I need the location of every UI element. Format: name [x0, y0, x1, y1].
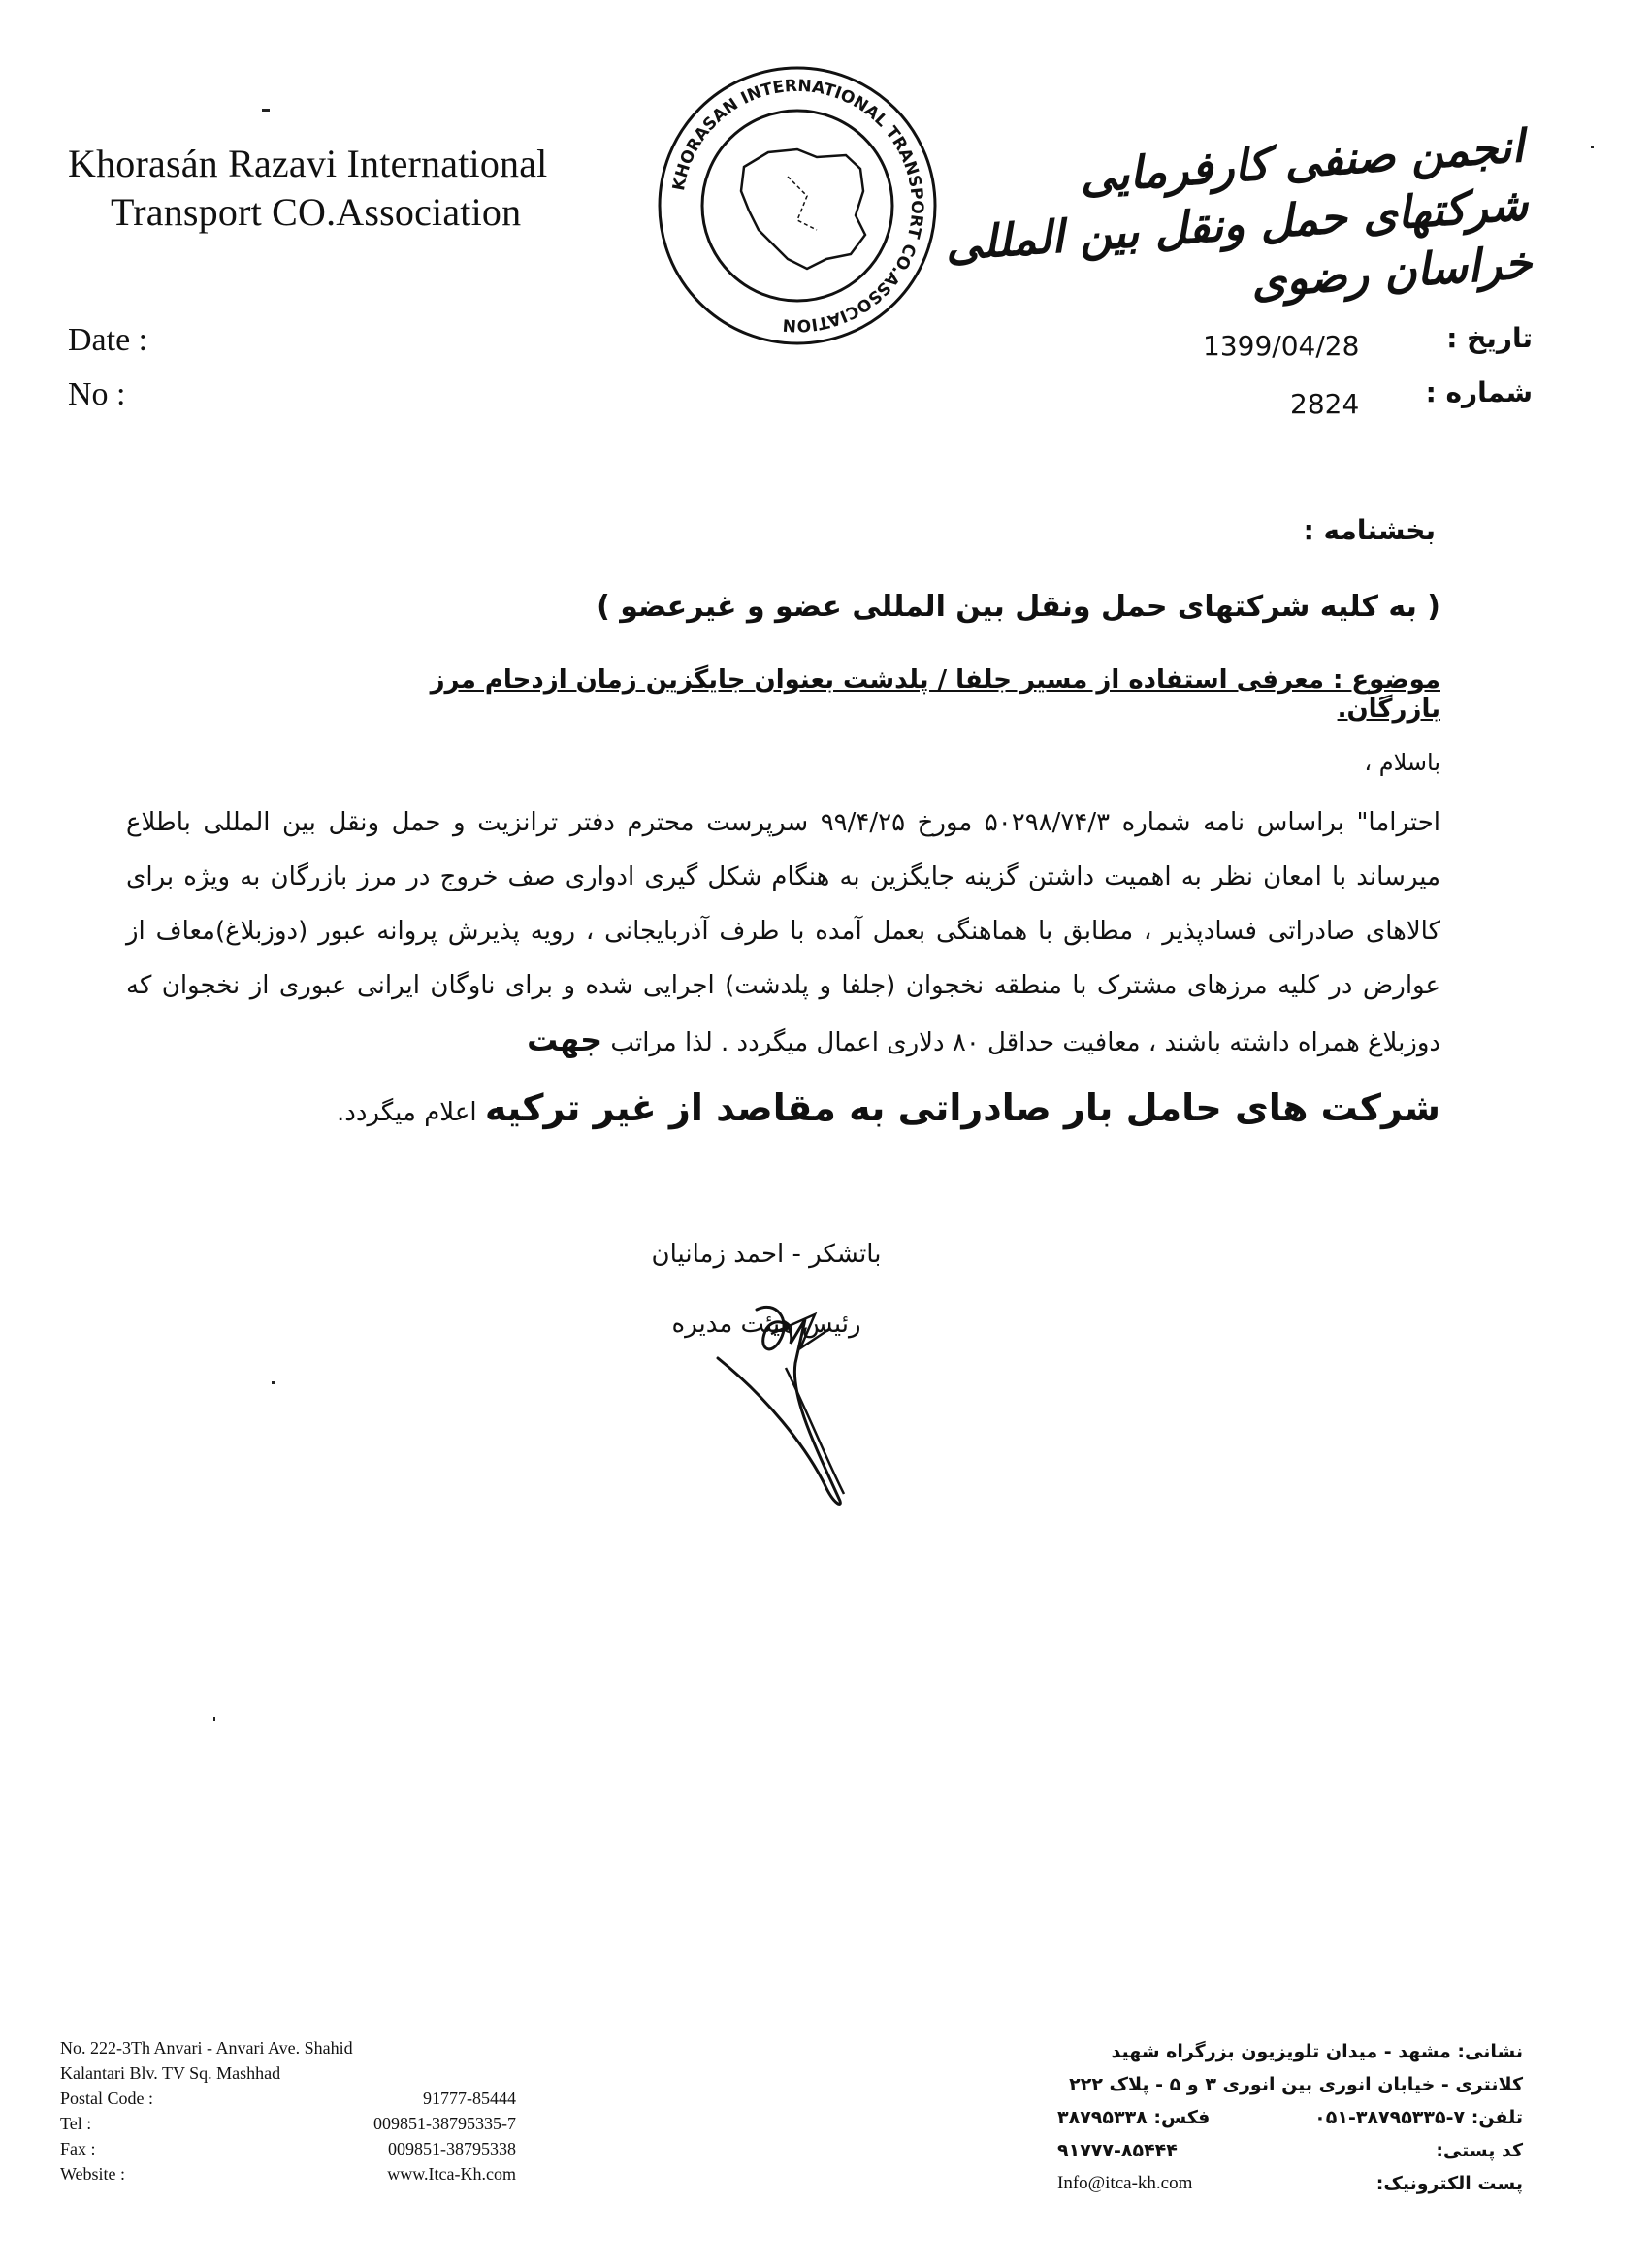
scan-speck — [272, 1381, 275, 1384]
closing-tail: اعلام میگردد. — [337, 1098, 477, 1127]
body-paragraph — [126, 795, 1440, 1070]
scan-speck — [262, 109, 270, 112]
org-name-en-line1: Khorasán Razavi International — [68, 142, 548, 185]
footer-postal-value: 91777-85444 — [423, 2089, 516, 2108]
footer-fax-label: Fax : — [60, 2139, 96, 2158]
footer-tel-label: Tel : — [60, 2114, 92, 2133]
circular-heading: بخشنامه : — [1303, 514, 1436, 546]
footer-address-fa-2: کلانتری - خیابان انوری بین انوری ۳ و ۵ - پلاک ۲۲۲ — [1069, 2074, 1523, 2095]
org-name-en-line2: Transport CO.Association — [111, 190, 522, 234]
svg-text:KHORASAN INTERNATIONAL TRANSPO: KHORASAN INTERNATIONAL TRANSPORT CO.ASSOCIATION — [668, 76, 927, 336]
footer-postal-label-fa: کد پستی: — [1436, 2140, 1523, 2161]
footer-postal-value-fa: ۹۱۷۷۷-۸۵۴۴۴ — [1057, 2140, 1178, 2161]
footer-fax-row — [60, 2136, 516, 2161]
closing-line — [126, 1079, 1440, 1142]
footer-postal-row — [60, 2086, 516, 2111]
footer-tel-row — [60, 2111, 516, 2136]
signatory-name: باتشکر - احمد زمانیان — [651, 1240, 882, 1269]
footer-fax-value: 009851-38795338 — [388, 2139, 516, 2158]
footer-email-row-fa — [1057, 2167, 1523, 2200]
no-label-fa: شماره : — [1425, 376, 1533, 408]
date-label-en: Date : — [68, 322, 148, 358]
footer-email-label-fa: پست الکترونیک: — [1375, 2173, 1523, 2194]
letter-number-value: 2824 — [1290, 388, 1360, 420]
footer-address-en-1: No. 222-3Th Anvari - Anvari Ave. Shahid — [60, 2038, 353, 2057]
footer-phone-fax-row-fa — [1057, 2101, 1523, 2134]
footer-fax-fa: فکس: ۳۸۷۹۵۳۳۸ — [1057, 2107, 1211, 2128]
subject-line: موضوع : معرفی استفاده از مسیر جلفا / پلدشت بعنوان جایگزین زمان ازدحام مرز بازرگان. — [430, 665, 1440, 724]
footer-website-link[interactable]: www.Itca-Kh.com — [387, 2164, 516, 2184]
footer-email-link[interactable]: Info@itca-kh.com — [1057, 2173, 1193, 2193]
association-seal-logo — [652, 60, 943, 351]
footer-website-row — [60, 2161, 516, 2187]
footer-postal-label: Postal Code : — [60, 2089, 154, 2108]
footer-address-fa-1: نشانی: مشهد - میدان تلویزیون بزرگراه شهید — [1111, 2041, 1523, 2062]
greeting: باسلام ، — [1364, 749, 1440, 776]
footer-postal-row-fa — [1057, 2134, 1523, 2167]
org-name-en — [68, 140, 548, 237]
signatory-role: رئیس هیئت مدیره — [671, 1310, 861, 1339]
org-name-fa: انجمن صنفی کارفرمایی شرکتهای حمل ونقل بین المللی خراسان رضوی — [943, 119, 1535, 308]
highlight-export-companies: شرکت های حامل بار صادراتی به مقاصد از غیر ترکیه — [484, 1086, 1440, 1129]
highlight-jahat: جهت — [527, 1021, 603, 1058]
handwritten-signature — [698, 1290, 863, 1513]
scan-speck — [1591, 146, 1594, 148]
no-label-en: No : — [68, 376, 126, 412]
footer-contact-en — [60, 2035, 516, 2187]
footer-tel-value: 009851-38795335-7 — [373, 2114, 516, 2133]
date-value: 1399/04/28 — [1203, 330, 1360, 362]
date-label-fa: تاریخ : — [1446, 322, 1533, 354]
scan-speck — [213, 1717, 215, 1721]
recipients-line: ( به کلیه شرکتهای حمل ونقل بین المللی عضو و غیرعضو ) — [597, 590, 1440, 624]
footer-website-label: Website : — [60, 2164, 126, 2184]
body-paragraph-text: احتراما" براساس نامه شماره ۵۰۲۹۸/۷۴/۳ مورخ ۹۹/۴/۲۵ سرپرست محترم دفتر ترانزیت و حمل ونقل بین المللی باطلاع میرساند با امعان نظر به اهمیت داشتن گزینه جایگزین به هنگام شکل گیری ادواری صف خروج در مرز بازرگان به ویژه برای کالاهای صادراتی فسادپذیر ، مطابق با هماهنگی بعمل آمده با طرف آذربایجانی ، رویه پذیرش پروانه عبور (دوزبلاغ)معاف از عوارض در کلیه مرزهای مشترک با منطقه نخجوان (جلفا و پلدشت) اجرایی شده و برای ناوگان ایرانی عبوری از نخجوان که دوزبلاغ همراه داشته باشند ، معافیت حداقل ۸۰ دلاری اعمال میگردد . لذا مراتب — [126, 808, 1440, 1057]
footer-contact-fa — [1057, 2035, 1523, 2200]
footer-phone-fa: تلفن: ۷-۳۸۷۹۵۳۳۵-۰۵۱ — [1314, 2107, 1523, 2128]
footer-address-en-2: Kalantari Blv. TV Sq. Mashhad — [60, 2063, 281, 2083]
